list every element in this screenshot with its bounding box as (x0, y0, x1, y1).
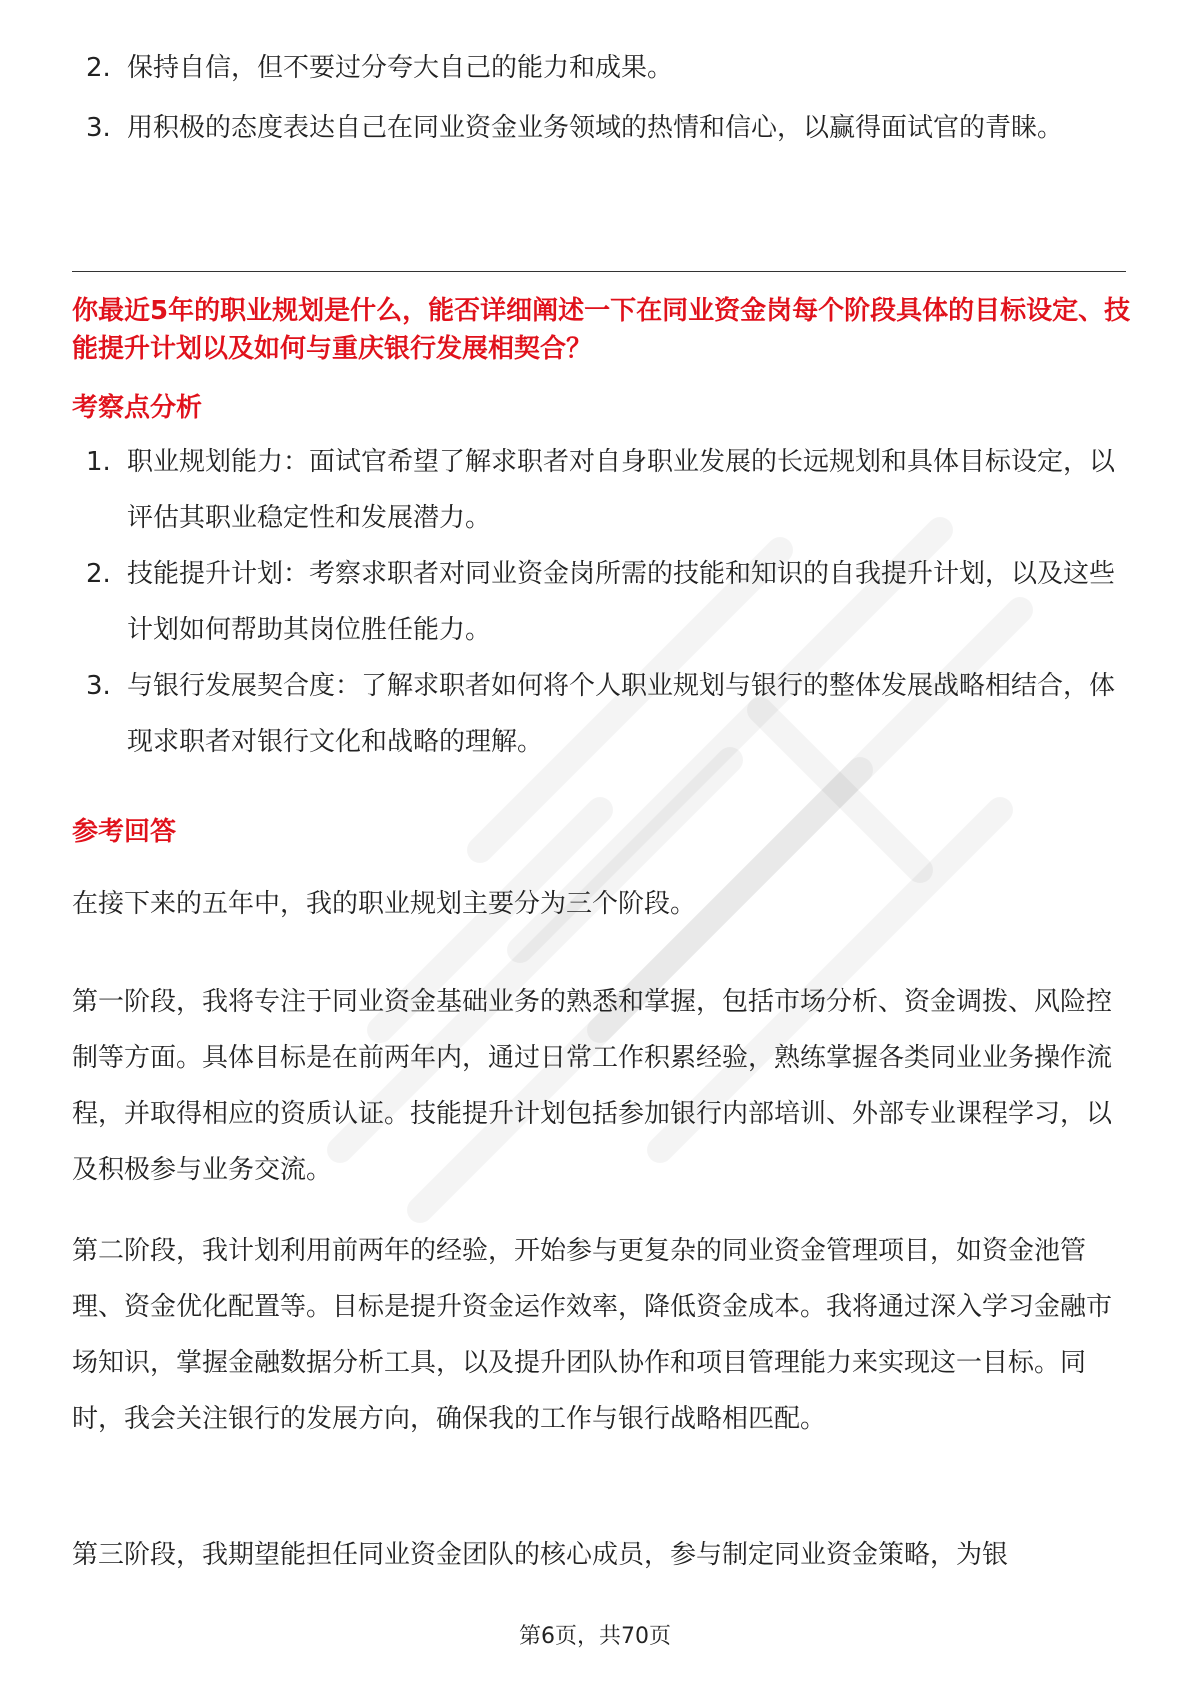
list-number: 2. (86, 559, 111, 589)
list-item (72, 658, 1122, 770)
section-divider (72, 271, 1126, 272)
list-text: 职业规划能力：面试官希望了解求职者对自身职业发展的长远规划和具体目标设定，以评估其职业稳定性和发展潜力。 (127, 447, 1116, 533)
answer-paragraph: 第三阶段，我期望能担任同业资金团队的核心成员，参与制定同业资金策略，为银 (72, 1540, 1009, 1570)
list-text: 用积极的态度表达自己在同业资金业务领域的热情和信心，以赢得面试官的青睐。 (127, 113, 1064, 143)
analysis-list (72, 434, 1122, 770)
list-item (72, 100, 1122, 156)
answer-paragraph: 第二阶段，我计划利用前两年的经验，开始参与更复杂的同业资金管理项目，如资金池管理、资金优化配置等。目标是提升资金运作效率，降低资金成本。我将通过深入学习金融市场知识，掌握金融数据分析工具，以及提升团队协作和项目管理能力来实现这一目标。同时，我会关注银行的发展方向，确保我的工作与银行战略相匹配。 (72, 1236, 1113, 1434)
list-number: 3. (86, 671, 111, 701)
analysis-heading: 考察点分析 (72, 393, 203, 423)
list-item (72, 546, 1122, 658)
answer-paragraph: 在接下来的五年中，我的职业规划主要分为三个阶段。 (72, 889, 697, 919)
list-item (72, 40, 1122, 96)
list-number: 3. (86, 113, 111, 143)
list-item (72, 434, 1122, 546)
list-text: 技能提升计划：考察求职者对同业资金岗所需的技能和知识的自我提升计划，以及这些计划如何帮助其岗位胜任能力。 (127, 559, 1116, 645)
list-number: 2. (86, 53, 111, 83)
answer-paragraph: 第一阶段，我将专注于同业资金基础业务的熟悉和掌握，包括市场分析、资金调拨、风险控制等方面。具体目标是在前两年内，通过日常工作积累经验，熟练掌握各类同业业务操作流程，并取得相应的资质认证。技能提升计划包括参加银行内部培训、外部专业课程学习，以及积极参与业务交流。 (72, 987, 1113, 1185)
top-list (72, 40, 1122, 156)
answer-heading: 参考回答 (72, 817, 177, 847)
list-text: 保持自信，但不要过分夸大自己的能力和成果。 (127, 53, 674, 83)
list-number: 1. (86, 447, 111, 477)
page-footer: 第6页，共70页 (519, 1624, 671, 1649)
question-heading: 你最近5年的职业规划是什么，能否详细阐述一下在同业资金岗每个阶段具体的目标设定、技能提升计划以及如何与重庆银行发展相契合？ (72, 296, 1131, 364)
list-text: 与银行发展契合度：了解求职者如何将个人职业规划与银行的整体发展战略相结合，体现求职者对银行文化和战略的理解。 (127, 671, 1116, 757)
